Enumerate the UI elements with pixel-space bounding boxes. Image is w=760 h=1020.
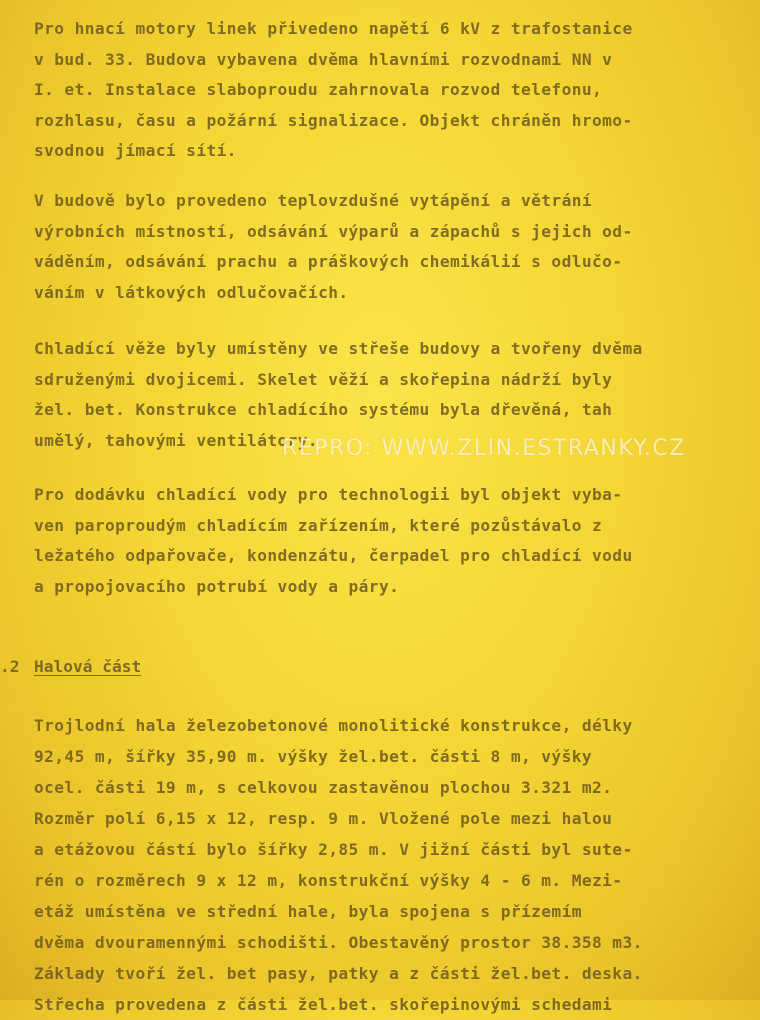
text-line: ven paroproudým chladícím zařízením, které pozůstávalo z — [34, 515, 603, 535]
text-line: etáž umístěna ve střední hale, byla spojena s přízemím — [34, 902, 582, 921]
text-line: Základy tvoří žel. bet pasy, patky a z části žel.bet. deska. — [34, 964, 643, 983]
watermark: REPRO: WWW.ZLIN.ESTRANKY.CZ — [282, 436, 686, 461]
text-line: I. et. Instalace slaboproudu zahrnovala rozvod telefonu, — [34, 80, 603, 100]
text-line: v bud. 33. Budova vybavena dvěma hlavními rozvodnami NN v — [34, 49, 613, 69]
paragraph-hall-construction — [34, 710, 643, 1020]
text-line: váním v látkových odlučovačích. — [34, 282, 349, 302]
text-line: 92,45 m, šířky 35,90 m. výšky žel.bet. části 8 m, výšky — [34, 747, 593, 766]
section-title: Halová část — [34, 657, 142, 676]
text-line: Trojlodní hala železobetonové monolitické konstrukce, délky — [34, 716, 633, 735]
text-line: Pro hnací motory linek přivedeno napětí 6 kV z trafostanice — [34, 19, 633, 38]
paragraph-power-supply — [34, 14, 633, 167]
text-line: rén o rozměrech 9 x 12 m, konstrukční výšky 4 - 6 m. Mezi- — [34, 871, 623, 890]
paragraph-ventilation — [34, 186, 633, 308]
text-line: Střecha provedena z části žel.bet. skořepinovými schedami — [34, 995, 613, 1014]
section-number: .2 — [0, 657, 20, 676]
text-line: V budově bylo provedeno teplovzdušné vytápění a větrání — [34, 191, 593, 210]
text-line: Rozměr polí 6,15 x 12, resp. 9 m. Vložené pole mezi halou — [34, 809, 613, 828]
text-line: ležatého odpařovače, kondenzátu, čerpadel pro chladící vodu — [34, 546, 633, 566]
text-line: ocel. části 19 m, s celkovou zastavěnou plochou 3.321 m2. — [34, 778, 613, 797]
text-line: Pro dodávku chladící vody pro technologii byl objekt vyba- — [34, 485, 623, 504]
paragraph-cooling-water — [34, 480, 633, 602]
text-line: umělý, tahovými ventilátory. — [34, 430, 319, 450]
text-line: rozhlasu, času a požární signalizace. Objekt chráněn hromo- — [34, 110, 633, 130]
text-line: a etážovou částí bylo šířky 2,85 m. V jižní části byl sute- — [34, 840, 633, 859]
text-line: svodnou jímací sítí. — [34, 141, 237, 161]
text-line: výrobních místností, odsávání výparů a zápachů s jejich od- — [34, 221, 633, 241]
text-line: žel. bet. Konstrukce chladícího systému byla dřevěná, tah — [34, 400, 613, 420]
text-line: váděním, odsávání prachu a práškových chemikálií s odlučo- — [34, 252, 623, 272]
text-line: sdruženými dvojicemi. Skelet věží a skořepina nádrží byly — [34, 369, 613, 389]
text-line: a propojovacího potrubí vody a páry. — [34, 576, 400, 596]
text-line: Chladící věže byly umístěny ve střeše budovy a tvořeny dvěma — [34, 339, 643, 358]
text-line: dvěma dvouramennými schodišti. Obestavěný prostor 38.358 m3. — [34, 933, 643, 952]
